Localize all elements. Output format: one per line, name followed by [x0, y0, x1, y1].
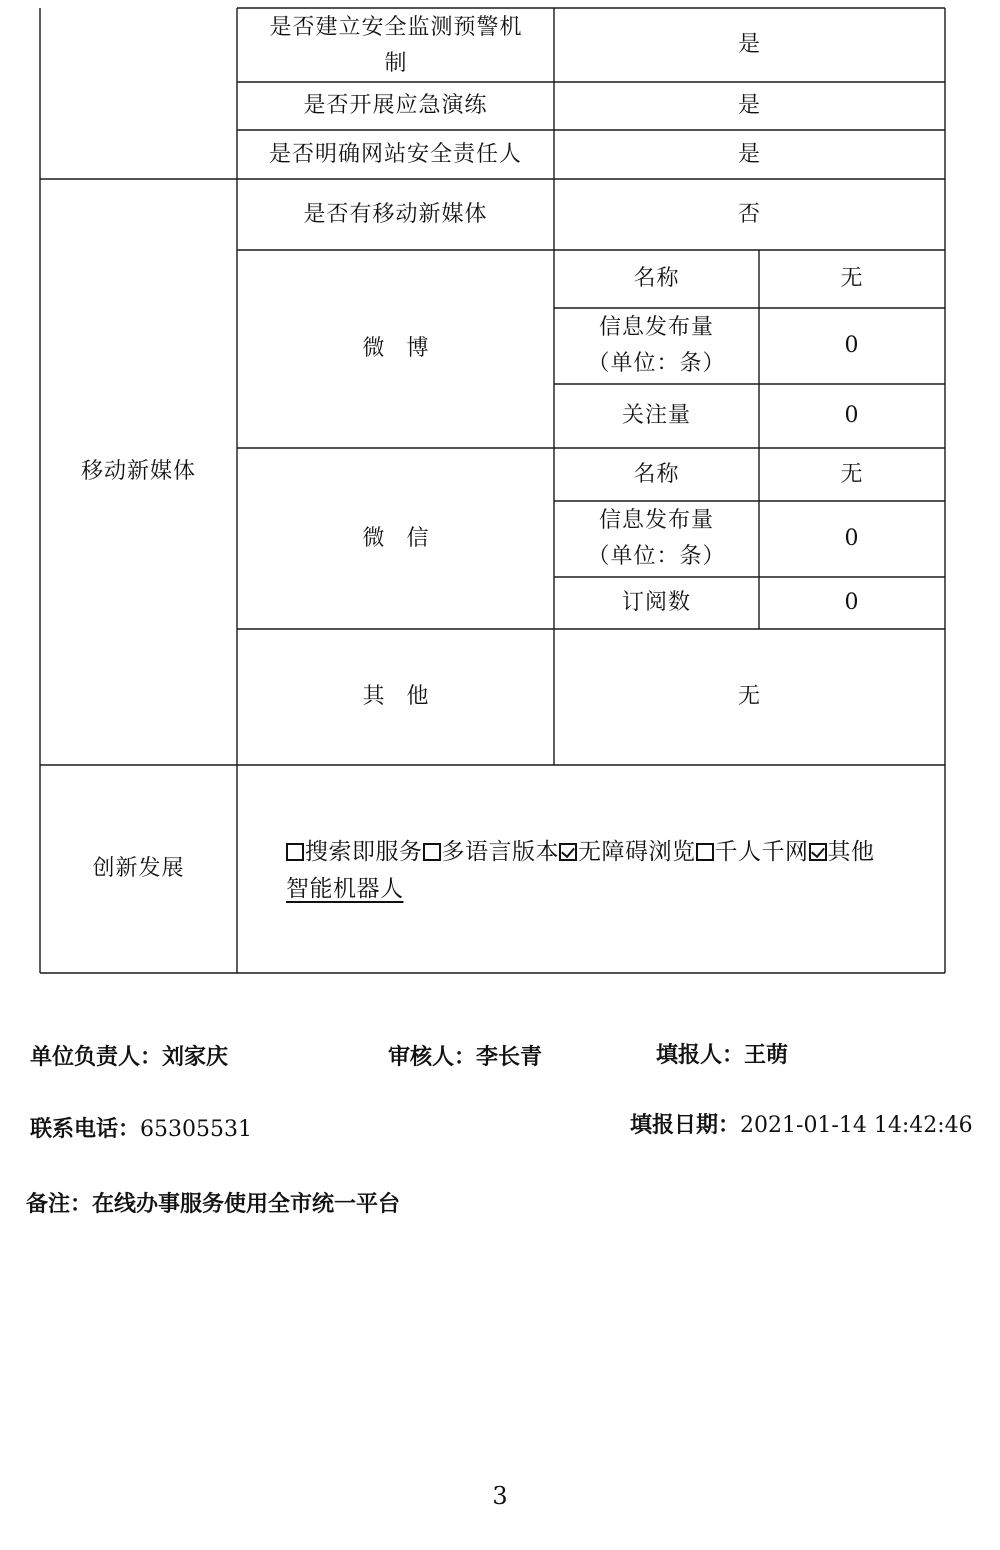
- mobile-media-section-label: 移动新媒体: [80, 459, 196, 484]
- checked-box-icon[interactable]: [559, 843, 577, 861]
- option-accessibility[interactable]: [559, 839, 696, 865]
- unchecked-box-icon[interactable]: [286, 843, 304, 861]
- weibo-post-count-label: 信息发布量（单位：条）: [587, 315, 726, 376]
- unchecked-box-icon[interactable]: [696, 843, 714, 861]
- other-media-label: 其他: [362, 684, 451, 709]
- phone-label: 联系电话：: [30, 1117, 141, 1142]
- note-label: 备注：: [26, 1192, 93, 1217]
- wechat-subscribers-value: 0: [844, 590, 860, 615]
- option-other[interactable]: [809, 839, 875, 865]
- unit-head-line: [30, 1040, 228, 1071]
- phone-number: 65305531: [140, 1117, 252, 1142]
- has-mobile-media-label: 是否有移动新媒体: [303, 201, 488, 227]
- weibo-followers-label: 关注量: [621, 403, 691, 428]
- security-monitoring-value: 是: [737, 32, 761, 57]
- note-text: 在线办事服务使用全市统一平台: [92, 1192, 401, 1217]
- security-monitoring-label: 是否建立安全监测预警机制: [269, 15, 523, 76]
- security-officer-value: 是: [737, 141, 761, 167]
- wechat-label: 微信: [362, 525, 451, 551]
- filler-line: [656, 1038, 788, 1069]
- emergency-drill-value: 是: [737, 93, 761, 118]
- option-label: 搜索即服务: [305, 839, 423, 865]
- reviewer-name: 李长青: [476, 1045, 543, 1070]
- date-label: 填报日期：: [630, 1113, 741, 1138]
- weibo-label: 微博: [362, 336, 451, 361]
- wechat-post-count-label: 信息发布量（单位：条）: [587, 508, 726, 569]
- other-media-value: 无: [737, 684, 761, 709]
- wechat-name-value: 无: [840, 461, 864, 487]
- wechat-subscribers-label: 订阅数: [621, 590, 691, 615]
- unit-head-label: 单位负责人：: [30, 1045, 163, 1070]
- weibo-name-label: 名称: [633, 266, 680, 291]
- reviewer-label: 审核人：: [388, 1045, 477, 1070]
- emergency-drill-label: 是否开展应急演练: [303, 93, 488, 118]
- security-officer-label: 是否明确网站安全责任人: [268, 141, 522, 167]
- weibo-name-value: 无: [840, 266, 864, 291]
- other-innovation-text: 智能机器人: [286, 876, 404, 902]
- option-label: 无障碍浏览: [578, 839, 696, 865]
- weibo-post-count-value: 0: [844, 333, 860, 358]
- option-label: 多语言版本: [441, 839, 559, 865]
- option-search-as-service[interactable]: [286, 839, 423, 865]
- checked-box-icon[interactable]: [809, 843, 827, 861]
- note-line: [26, 1187, 400, 1218]
- reviewer-line: [388, 1040, 542, 1071]
- wechat-name-label: 名称: [633, 461, 680, 487]
- date-line: [630, 1108, 973, 1139]
- unit-head-name: 刘家庆: [162, 1045, 229, 1070]
- filler-name: 王萌: [744, 1043, 789, 1068]
- innovation-options: [286, 834, 936, 908]
- option-personalized[interactable]: [696, 839, 809, 865]
- page-number: 3: [492, 1482, 508, 1510]
- option-label: 其他: [827, 839, 875, 865]
- phone-line: [30, 1112, 252, 1143]
- innovation-section-label: 创新发展: [92, 856, 185, 881]
- option-multilingual[interactable]: [423, 839, 560, 865]
- option-label: 千人千网: [714, 839, 809, 865]
- fill-date: 2021-01-14 14:42:46: [740, 1113, 973, 1138]
- unchecked-box-icon[interactable]: [423, 843, 441, 861]
- wechat-post-count-value: 0: [844, 526, 860, 551]
- has-mobile-media-value: 否: [737, 201, 761, 227]
- filler-label: 填报人：: [656, 1043, 745, 1068]
- weibo-followers-value: 0: [844, 403, 860, 428]
